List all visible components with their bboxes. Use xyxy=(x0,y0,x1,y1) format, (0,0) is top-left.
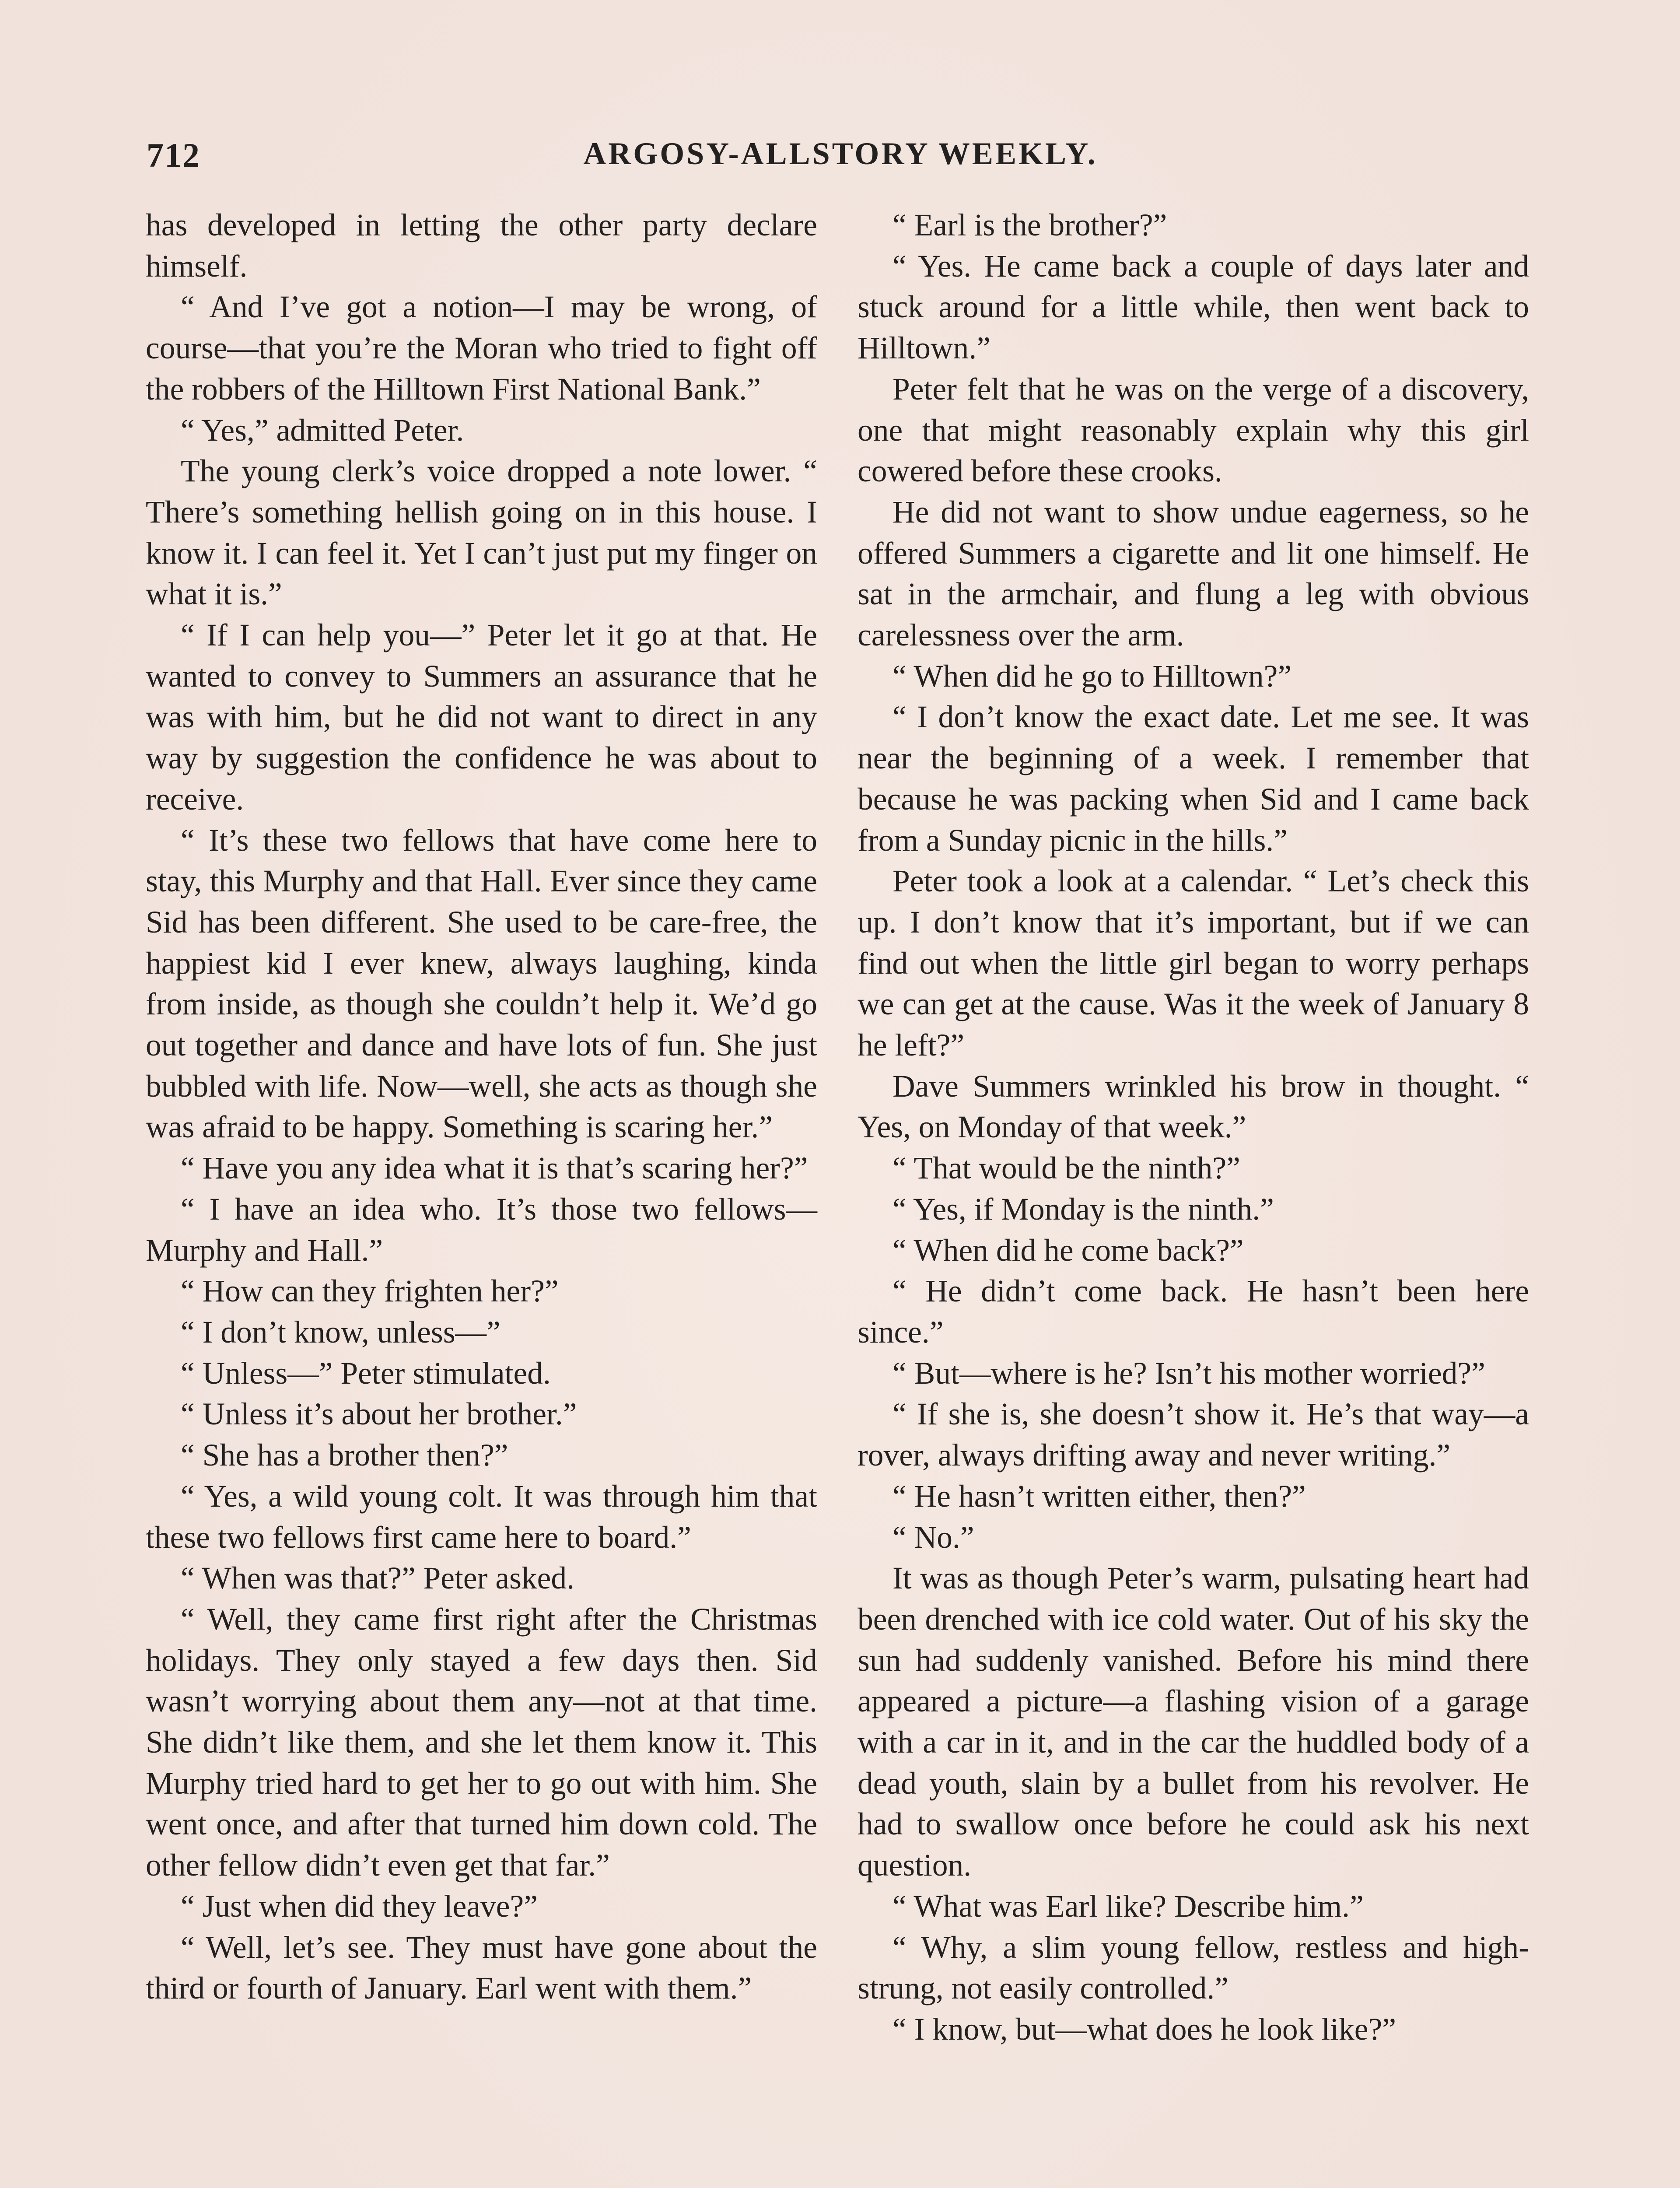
paragraph: “ If she is, she doesn’t show it. He’s that way—a rover, always drifting away and never writing.” xyxy=(858,1397,1529,1473)
paragraph: “ When did he go to Hilltown?” xyxy=(892,659,1292,694)
page-number: 712 xyxy=(147,136,200,174)
paragraph: “ When was that?” Peter asked. xyxy=(181,1561,574,1596)
left-column xyxy=(146,205,817,2009)
paragraph: has developed in letting the other party declare himself. xyxy=(146,208,817,284)
paragraph: “ Earl is the brother?” xyxy=(892,208,1167,242)
paragraph: “ No.” xyxy=(892,1520,974,1555)
paragraph: Peter felt that he was on the verge of a discovery, one that might reasonably explain why this girl cowered before these crooks. xyxy=(858,372,1529,489)
paragraph: The young clerk’s voice dropped a note lower. “ There’s something hellish going on in this house. I know it. I can feel it. Yet I can’t just put my finger on what it is.” xyxy=(146,454,817,612)
paragraph: “ Yes,” admitted Peter. xyxy=(181,413,464,448)
paragraph: “ I know, but—what does he look like?” xyxy=(892,2012,1396,2047)
paragraph: “ What was Earl like? Describe him.” xyxy=(892,1889,1364,1924)
paragraph: “ Yes, if Monday is the ninth.” xyxy=(892,1192,1274,1227)
paragraph: “ I don’t know the exact date. Let me see. It was near the beginning of a week. I remember that because he was packing when Sid and I came back from a Sunday picnic in the hills.” xyxy=(858,700,1529,858)
paragraph: “ Yes, a wild young colt. It was through him that these two fellows first came here to board.” xyxy=(146,1479,817,1555)
paragraph: “ She has a brother then?” xyxy=(181,1438,508,1473)
paragraph: He did not want to show undue eagerness, so he offered Summers a cigarette and lit one himself. He sat in the armchair, and flung a leg with obvious carelessness over the arm. xyxy=(858,494,1529,653)
paragraph: “ When did he come back?” xyxy=(892,1233,1244,1268)
paragraph: “ Have you any idea what it is that’s scaring her?” xyxy=(181,1151,808,1186)
paragraph: “ I don’t know, unless—” xyxy=(181,1315,500,1350)
paragraph: “ That would be the ninth?” xyxy=(892,1151,1240,1186)
paragraph: “ If I can help you—” Peter let it go at that. He wanted to convey to Summers an assurance that he was with him, but he did not want to direct in any way by suggestion the confidence he was about to receive. xyxy=(146,618,817,817)
paragraph: “ Just when did they leave?” xyxy=(181,1889,538,1924)
running-head: ARGOSY-ALLSTORY WEEKLY. xyxy=(583,136,1098,171)
paragraph: “ It’s these two fellows that have come here to stay, this Murphy and that Hall. Ever since they came Sid has been different. She used to be care-free, the happiest kid I ever knew, always laughing, kinda from inside, as though she couldn’t help it. We’d go out together and dance and have lots of fun. She just bubbled with life. Now—well, she acts as though she was afraid to be happy. Something is scaring her.” xyxy=(146,823,817,1145)
paragraph: “ He hasn’t written either, then?” xyxy=(892,1479,1306,1514)
paragraph: “ Well, let’s see. They must have gone about the third or fourth of January. Earl went with them.” xyxy=(146,1930,817,2006)
paragraph: “ But—where is he? Isn’t his mother worried?” xyxy=(892,1356,1485,1391)
paragraph: “ Unless it’s about her brother.” xyxy=(181,1397,577,1432)
paragraph: “ Well, they came first right after the Christmas holidays. They only stayed a few days then. Sid wasn’t worrying about them any—not at that time. She didn’t like them, and she let them know it. This Murphy tried hard to get her to go out with him. She went once, and after that turned him down cold. The other fellow didn’t even get that far.” xyxy=(146,1602,817,1883)
page-header xyxy=(147,136,1534,184)
paragraph: “ Unless—” Peter stimulated. xyxy=(181,1356,551,1391)
right-column xyxy=(858,205,1529,2050)
paragraph: Dave Summers wrinkled his brow in thought. “ Yes, on Monday of that week.” xyxy=(858,1069,1529,1145)
paragraph: It was as though Peter’s warm, pulsating heart had been drenched with ice cold water. Out of his sky the sun had suddenly vanished. Before his mind there appeared a picture—a flashing vision of a garage with a car in it, and in the car the huddled body of a dead youth, slain by a bullet from his revolver. He had to swallow once before he could ask his next question. xyxy=(858,1561,1529,1883)
paragraph: “ He didn’t come back. He hasn’t been here since.” xyxy=(858,1274,1529,1350)
paragraph: “ Yes. He came back a couple of days later and stuck around for a little while, then went back to Hilltown.” xyxy=(858,249,1529,366)
paragraph: “ Why, a slim young fellow, restless and high-strung, not easily controlled.” xyxy=(858,1930,1529,2006)
paragraph: “ And I’ve got a notion—I may be wrong, of course—that you’re the Moran who tried to fight off the robbers of the Hilltown First National Bank.” xyxy=(146,290,817,407)
paragraph: “ I have an idea who. It’s those two fellows—Murphy and Hall.” xyxy=(146,1192,817,1268)
paragraph: “ How can they frighten her?” xyxy=(181,1274,559,1309)
paragraph: Peter took a look at a calendar. “ Let’s check this up. I don’t know that it’s important, but if we can find out when the little girl began to worry perhaps we can get at the cause. Was it the week of January 8 he left?” xyxy=(858,864,1529,1063)
